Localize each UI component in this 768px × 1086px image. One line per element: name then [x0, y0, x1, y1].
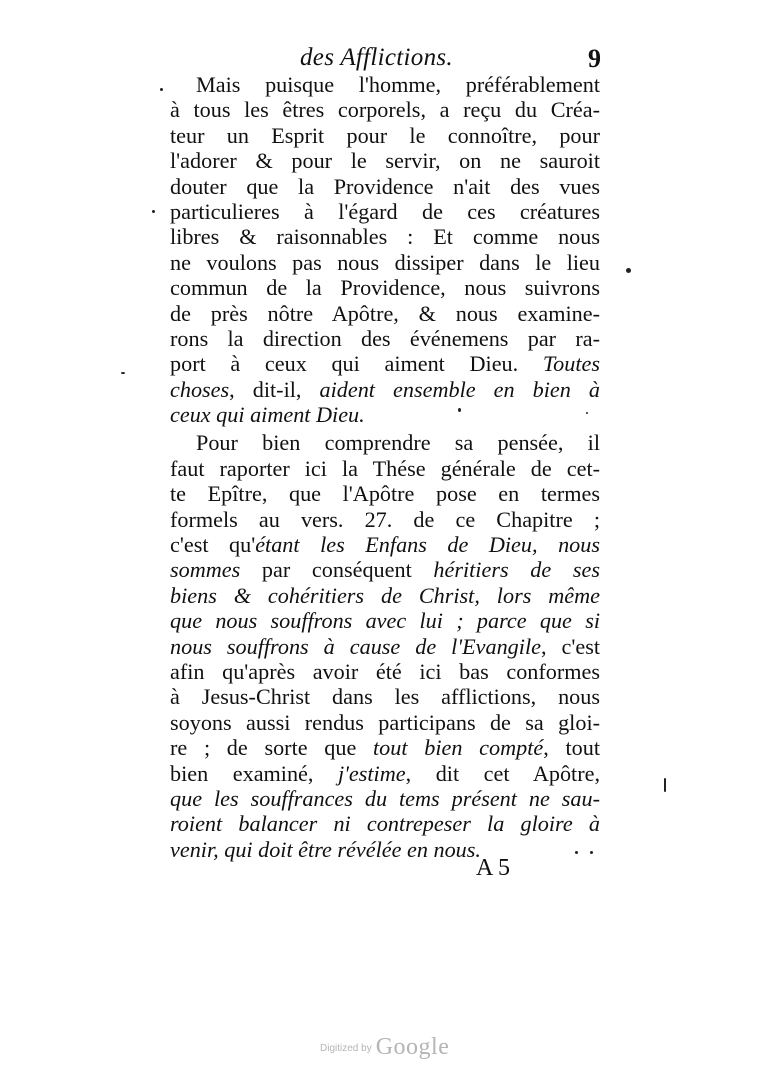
digitized-watermark — [320, 1034, 449, 1061]
text-line — [170, 583, 600, 608]
ink-speck — [626, 268, 631, 273]
running-head: des Afflictions. — [300, 44, 453, 71]
text-segment: particulieres à l'égard de ces créatures — [170, 198, 600, 224]
ink-speck — [152, 210, 155, 213]
text-line — [170, 634, 600, 659]
italic-text-segment: j'estime — [338, 760, 406, 786]
italic-text-segment: héritiers de ses — [433, 557, 600, 583]
text-line — [170, 608, 600, 633]
text-line — [170, 123, 600, 148]
text-segment: Pour bien comprendre sa pensée, il — [196, 430, 600, 456]
catchword: A 5 — [476, 855, 511, 881]
italic-text-segment: sommes — [170, 557, 241, 583]
body-text — [170, 72, 600, 862]
text-line — [170, 250, 600, 275]
text-segment: bien examiné, — [170, 760, 338, 786]
text-segment: rons la direction des événemens par ra- — [170, 325, 600, 351]
text-line — [170, 377, 600, 402]
italic-text-segment: roient balancer ni contrepeser la gloire à — [170, 811, 600, 837]
page-number: 9 — [588, 44, 601, 73]
text-line — [170, 837, 600, 862]
text-segment: par conséquent — [240, 557, 434, 583]
text-segment: Mais puisque l'homme, préférablement — [196, 72, 600, 97]
text-segment: l'adorer & pour le servir, on ne sauroit — [170, 148, 600, 174]
text-segment: afin qu'après avoir été ici bas conformes — [170, 658, 600, 684]
text-line — [170, 811, 600, 836]
text-line — [170, 402, 600, 427]
italic-text-segment: ceux qui aiment Dieu. — [170, 402, 365, 428]
italic-text-segment: que nous souffrons avec lui ; parce que si — [170, 608, 600, 634]
text-segment: faut raporter ici la Thése générale de cet- — [170, 455, 600, 481]
text-segment: douter que la Providence n'ait des vues — [170, 173, 600, 199]
text-line — [170, 761, 600, 786]
text-segment: ne voulons pas nous dissiper dans le lieu — [170, 249, 600, 275]
google-logo: Google — [375, 1034, 450, 1060]
text-line — [170, 97, 600, 122]
text-line — [170, 326, 600, 351]
text-segment: c'est qu' — [170, 532, 256, 558]
ink-speck — [121, 372, 125, 374]
text-segment: soyons aussi rendus participans de sa gloi- — [170, 709, 600, 735]
text-segment: port à ceux qui aiment Dieu. — [170, 351, 543, 377]
text-line — [170, 710, 600, 735]
text-line — [170, 174, 600, 199]
text-line — [170, 507, 600, 532]
text-segment: , dit cet Apôtre, — [405, 760, 600, 786]
text-line — [170, 430, 600, 455]
text-line — [170, 659, 600, 684]
ink-speck — [590, 851, 593, 854]
text-line — [170, 786, 600, 811]
ink-speck — [160, 88, 163, 91]
text-segment: commun de la Providence, nous suivrons — [170, 275, 600, 301]
italic-text-segment: Toutes — [542, 351, 600, 377]
italic-text-segment: choses — [170, 376, 230, 402]
watermark-prefix: Digitized by — [320, 1043, 372, 1054]
text-line — [170, 735, 600, 760]
text-segment: te Epître, que l'Apôtre pose en termes — [170, 481, 600, 507]
italic-text-segment: venir, qui doit être révélée en nous. — [170, 836, 481, 862]
text-line — [170, 557, 600, 582]
text-line — [170, 532, 600, 557]
text-line — [170, 684, 600, 709]
text-segment: libres & raisonnables : Et comme nous — [170, 224, 600, 250]
italic-text-segment: tout bien compté — [373, 735, 544, 761]
italic-text-segment: nous souffrons à cause de l'Evangile — [170, 633, 541, 659]
text-line — [170, 224, 600, 249]
text-line — [170, 275, 600, 300]
italic-text-segment: biens & cohéritiers de Christ, lors même — [170, 582, 600, 608]
text-line — [170, 199, 600, 224]
text-line — [170, 481, 600, 506]
italic-text-segment: aident ensemble en bien à — [319, 376, 601, 402]
ink-speck — [586, 412, 588, 414]
text-line — [170, 456, 600, 481]
text-segment: de près nôtre Apôtre, & nous examine- — [170, 300, 600, 326]
text-line — [170, 148, 600, 173]
text-segment: , c'est — [540, 633, 600, 659]
text-segment: à Jesus-Christ dans les afflictions, nous — [170, 684, 600, 710]
text-segment: teur un Esprit pour le connoître, pour — [170, 122, 600, 148]
text-segment: formels au vers. 27. de ce Chapitre ; — [170, 506, 600, 532]
text-segment: , tout — [543, 735, 600, 761]
ink-speck — [575, 851, 578, 854]
text-line — [170, 72, 600, 97]
italic-text-segment: que les souffrances du tems présent ne sau- — [170, 785, 600, 811]
text-segment: à tous les êtres corporels, a reçu du Créa- — [170, 97, 600, 123]
text-segment: re ; de sorte que — [170, 735, 374, 761]
ink-speck — [664, 778, 666, 792]
italic-text-segment: étant les Enfans de Dieu, nous — [255, 532, 600, 558]
ink-speck — [458, 408, 461, 412]
text-line — [170, 301, 600, 326]
text-segment: , dit-il, — [229, 376, 320, 402]
text-line — [170, 351, 600, 376]
